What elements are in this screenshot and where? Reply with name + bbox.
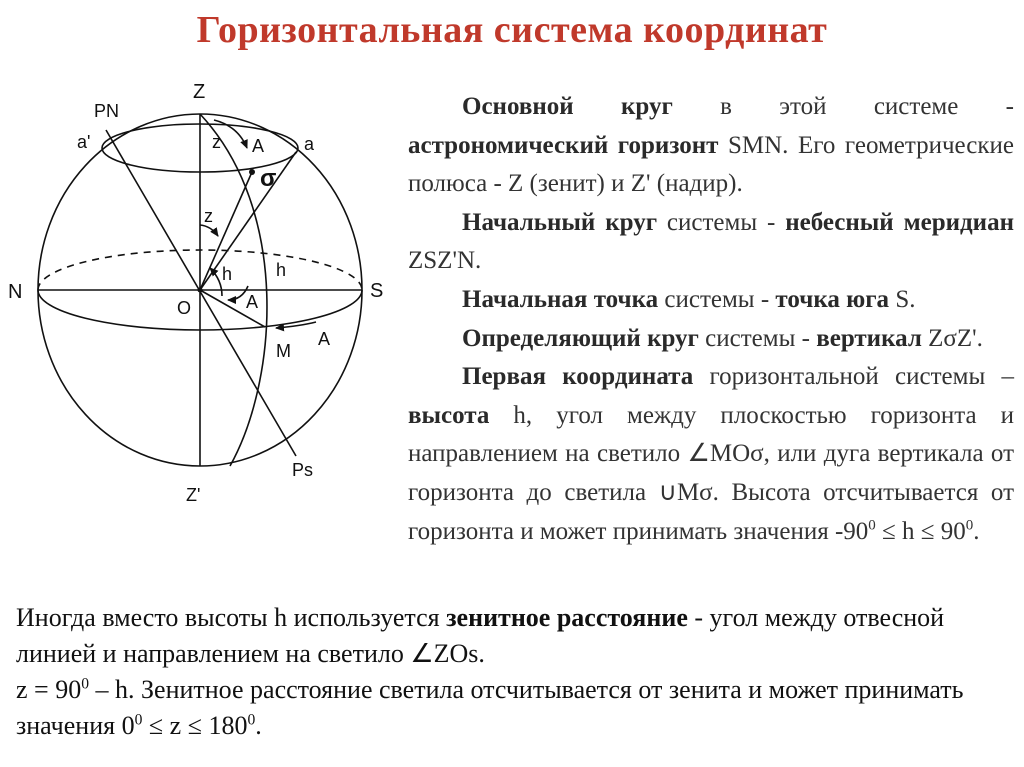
label-nadir: Z'	[186, 485, 201, 505]
star-point	[249, 169, 255, 175]
description-text	[408, 88, 1014, 551]
label-zenith: Z	[193, 81, 206, 103]
zenith-distance-definition: Иногда вместо высоты h используется зенитное расстояние - угол между отвесной линией и направлением на светило ∠ZOs.	[16, 603, 945, 668]
label-z-top: z	[212, 132, 221, 152]
label-h-right: h	[276, 260, 287, 280]
label-south-pole: Ps	[292, 460, 314, 480]
label-north: N	[8, 281, 23, 303]
paragraph-first-coordinate: Первая координата горизонтальной системы – высота h, угол между плоскостью горизонта и направлением на светило ∠MOσ, или дуга вертикала от горизонта до светила ∪Mσ. Высота отсчитывается от горизонта и может принимать значения $-90^0 \le h \le 90^0$.	[408, 363, 1015, 545]
paragraph-main-circle: Основной круг в этой системе - астрономический горизонт SMN. Его геометрические полюса - Z (зенит) и Z' (надир).	[408, 93, 1015, 198]
label-m: M	[276, 341, 291, 361]
azimuth-arc-mid	[228, 286, 248, 300]
label-azimuth-top: A	[252, 136, 265, 156]
label-h-small: h	[222, 264, 233, 284]
celestial-sphere-diagram	[0, 70, 400, 530]
label-a-prime: a'	[77, 132, 91, 152]
label-z-mid: z	[204, 206, 213, 226]
label-south: S	[370, 280, 384, 302]
label-north-pole: PN	[94, 101, 120, 121]
center-point	[198, 288, 203, 293]
zenith-distance-formula: $z = 90^0 - h$. Зенитное расстояние светила отсчитывается от зенита и может принимать значения $0^0 \le z \le 180^0$.	[16, 675, 964, 740]
label-center-o: O	[177, 298, 192, 318]
slide-title: Горизонтальная система координат	[196, 9, 828, 51]
paragraph-defining-circle: Определяющий круг системы - вертикал ZσZ'.	[462, 324, 983, 352]
zenith-dist-arc	[200, 225, 218, 236]
label-a-small: a	[304, 134, 315, 154]
label-sigma: σ	[260, 165, 277, 192]
zenith-distance-text	[16, 600, 1016, 744]
label-azimuth-mid: A	[246, 292, 259, 312]
label-azimuth-right: A	[318, 329, 331, 349]
paragraph-initial-point: Начальная точка системы - точка юга S.	[462, 285, 916, 313]
paragraph-initial-circle: Начальный круг системы - небесный меридиан ZSZ'N.	[408, 208, 1014, 275]
